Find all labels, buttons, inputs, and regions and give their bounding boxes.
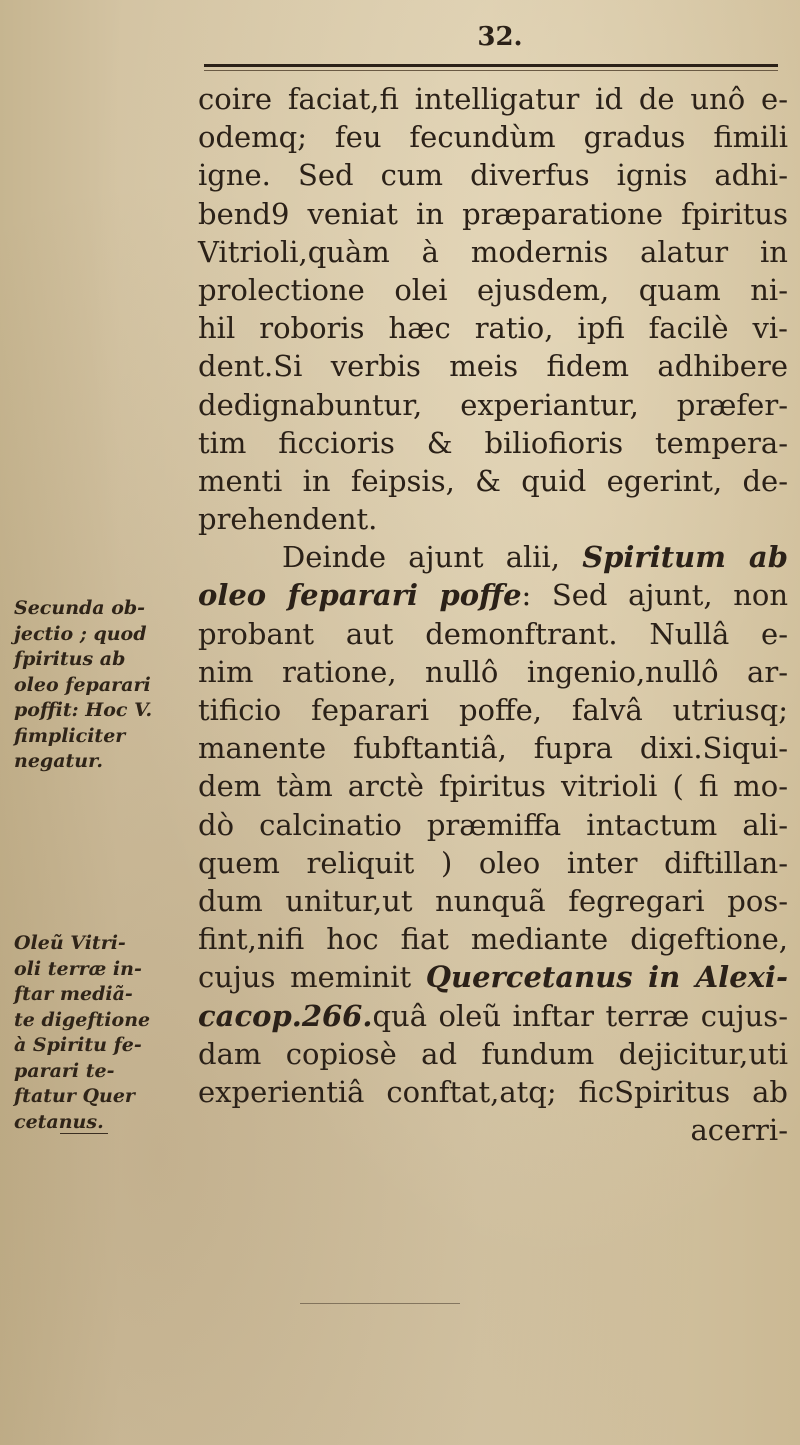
text-line: Vitrioli,quàm à modernis alatur in [198, 234, 788, 269]
text-line: Deinde ajunt alii, Spiritum ab [282, 540, 788, 575]
text-line: fint,nifi hoc fiat mediante digeftione, [198, 922, 788, 957]
text-line: tim ficcioris & biliofioris tempera- [198, 425, 788, 460]
text-line: probant aut demonftrant. Nullâ e- [198, 616, 788, 651]
margin-note-objection: Secunda ob- jectio ; quod fpiritus ab oleo feparari poffit: Hoc V. fimpliciter negatur. [14, 597, 153, 772]
text-line: dem tàm arctè fpiritus vitrioli ( fi mo- [198, 769, 788, 804]
faint-rule [300, 1303, 460, 1304]
catchword: acerri- [690, 1113, 788, 1148]
text-line: coire faciat,fi intelligatur id de unô e- [198, 82, 788, 116]
text-line: hil roboris hæc ratio, ipfi facilè vi- [198, 311, 788, 346]
header-rule [204, 64, 778, 67]
text-line: bend9 veniat in præparatione fpiritus [198, 196, 788, 231]
body-text [198, 80, 788, 1149]
text-line: experientiâ conftat,atq; ficSpiritus ab [198, 1074, 788, 1109]
text-line: dedignabuntur, experiantur, præfer- [198, 387, 788, 422]
text-line: prehendent. [198, 502, 378, 537]
margin-note-quercetanus: Oleũ Vitri- oli terræ in- ftar mediã- te digeftione à Spiritu fe- parari te- ftatur Quer cetanus. [14, 932, 151, 1133]
text-line: dò calcinatio præmiffa intactum ali- [198, 807, 788, 842]
text-line: igne. Sed cum diverfus ignis adhi- [198, 158, 788, 193]
text-line: dent.Si verbis meis fidem adhibere [198, 349, 788, 384]
text-line: menti in feipsis, & quid egerint, de- [198, 463, 788, 498]
text-line: nim ratione, nullô ingenio,nullô ar- [198, 654, 788, 689]
text-line: oleo feparari poffe: Sed ajunt, non [198, 578, 789, 613]
text-line: quem reliquit ) oleo inter diftillan- [198, 845, 788, 880]
text-line: cacop.266.quâ oleũ inftar terræ cujus- [198, 998, 788, 1033]
page-number: 32. [477, 22, 523, 52]
text-line: prolectione olei ejusdem, quam ni- [198, 272, 788, 307]
margin-divider [60, 1133, 108, 1134]
text-line: odemq; feu fecundùm gradus fimili [198, 120, 788, 155]
text-line: tificio feparari poffe, falvâ utriusq; [198, 693, 788, 727]
text-line: manente fubftantiâ, fupra dixi.Siqui- [198, 731, 788, 766]
text-line: cujus meminit Quercetanus in Alexi- [198, 960, 788, 995]
text-line: dum unitur,ut nunquã fegregari pos- [198, 883, 788, 918]
text-line: dam copiosè ad fundum dejicitur,uti [198, 1036, 788, 1071]
